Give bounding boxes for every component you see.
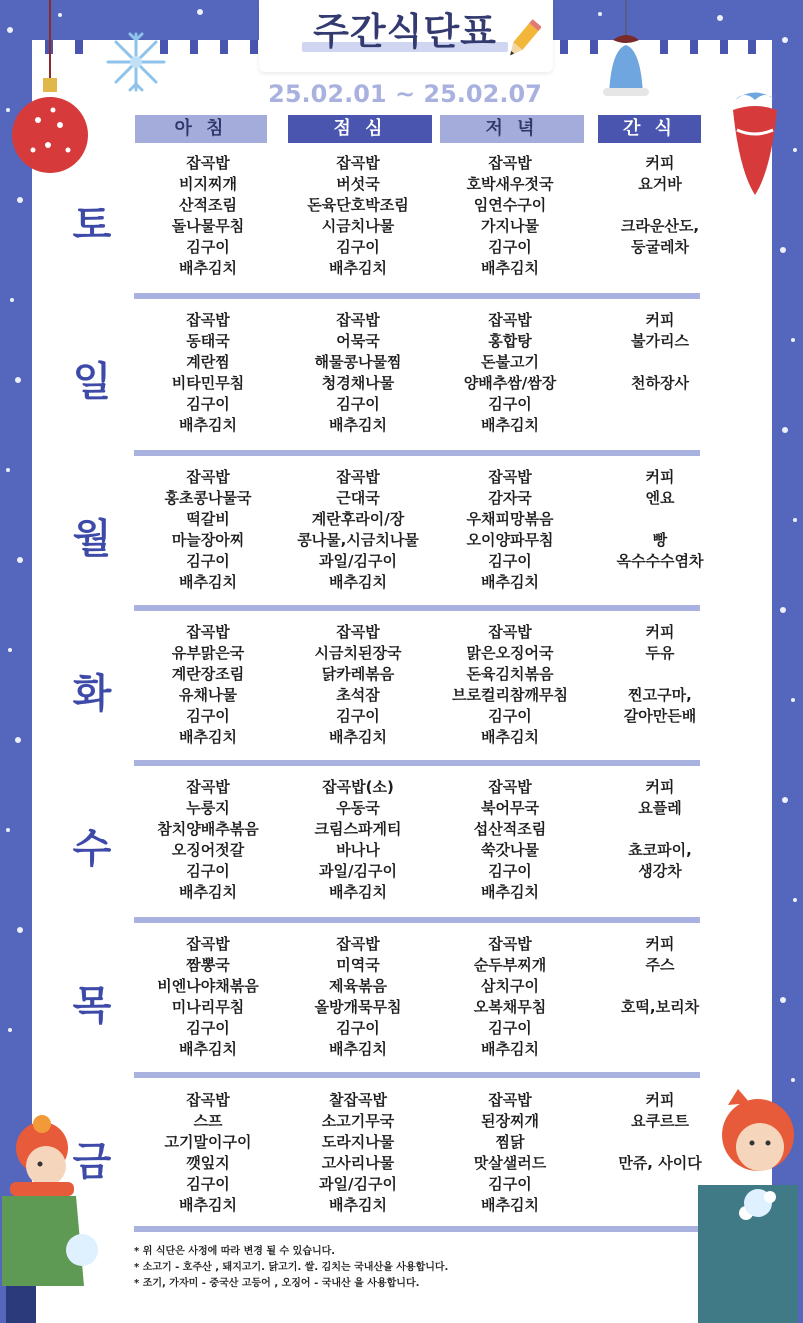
menu-item bbox=[586, 352, 734, 373]
header-breakfast: 아 침 bbox=[135, 115, 267, 143]
page-title: 주간식단표 bbox=[313, 10, 497, 53]
menu-item: 미나리무침 bbox=[171, 998, 245, 1016]
menu-item: 잡곡밥 bbox=[186, 778, 230, 796]
menu-item bbox=[586, 572, 734, 593]
menu-item: 잡곡밥 bbox=[488, 935, 532, 953]
menu-item: 우동국 bbox=[336, 799, 380, 817]
bell-icon bbox=[593, 0, 663, 100]
menu-item: 누룽지 bbox=[186, 799, 230, 817]
day-label: 화 bbox=[72, 671, 112, 717]
row-separator bbox=[134, 293, 700, 299]
menu-item: 잡곡밥 bbox=[336, 935, 380, 953]
menu-item: 버섯국 bbox=[336, 175, 380, 193]
menu-item: 근대국 bbox=[336, 489, 380, 507]
menu-item: 된장찌개 bbox=[481, 1112, 539, 1130]
menu-item: 미역국 bbox=[336, 956, 380, 974]
menu-item: 소고기무국 bbox=[321, 1112, 395, 1130]
day-label: 수 bbox=[72, 826, 112, 872]
menu-item: 잡곡밥 bbox=[488, 623, 532, 641]
menu-item: 크라운산도, bbox=[620, 217, 700, 235]
menu-item: 옥수수수염차 bbox=[616, 552, 704, 570]
menu-item bbox=[586, 882, 734, 903]
menu-item: 김구이 bbox=[336, 1019, 380, 1037]
header-lunch: 점 심 bbox=[288, 115, 432, 143]
menu-item: 초석잠 bbox=[336, 686, 380, 704]
menu-item: 청경채나물 bbox=[321, 374, 395, 392]
menu-item: 배추김치 bbox=[179, 1040, 237, 1058]
menu-item: 삼치구이 bbox=[481, 977, 539, 995]
menu-item bbox=[586, 727, 734, 748]
menu-item: 커피 bbox=[645, 623, 675, 641]
menu-item: 배추김치 bbox=[179, 728, 237, 746]
menu-item: 배추김치 bbox=[179, 416, 237, 434]
menu-item: 참치양배추볶음 bbox=[157, 820, 259, 838]
header-dinner: 저 녁 bbox=[440, 115, 584, 143]
menu-item: 잡곡밥 bbox=[186, 623, 230, 641]
menu-item: 잡곡밥 bbox=[488, 311, 532, 329]
menu-item: 오복채무침 bbox=[473, 998, 547, 1016]
menu-item: 천하장사 bbox=[631, 374, 689, 392]
menu-item: 과일/김구이 bbox=[319, 862, 397, 880]
menu-item: 김구이 bbox=[186, 552, 230, 570]
row-separator bbox=[134, 1226, 700, 1232]
menu-item: 잡곡밥(소) bbox=[322, 778, 394, 796]
menu-item: 배추김치 bbox=[179, 573, 237, 591]
menu-item: 잡곡밥 bbox=[336, 468, 380, 486]
menu-item: 감자국 bbox=[488, 489, 532, 507]
meal-cell-lunch bbox=[284, 310, 432, 436]
menu-item: 배추김치 bbox=[329, 1040, 387, 1058]
meal-cell-dinner bbox=[436, 777, 584, 903]
day-label: 토 bbox=[72, 202, 112, 248]
menu-item: 김구이 bbox=[488, 862, 532, 880]
menu-item: 둥굴레차 bbox=[631, 238, 689, 256]
pencil-icon bbox=[505, 18, 541, 62]
date-range: 25.02.01 ~ 25.02.07 bbox=[268, 80, 542, 108]
menu-item: 배추김치 bbox=[179, 1196, 237, 1214]
meal-cell-snack bbox=[586, 934, 734, 1060]
menu-item: 김구이 bbox=[186, 707, 230, 725]
menu-item: 잡곡밥 bbox=[488, 154, 532, 172]
menu-item: 커피 bbox=[645, 778, 675, 796]
menu-item: 계란찜 bbox=[186, 353, 230, 371]
menu-item: 잡곡밥 bbox=[488, 1091, 532, 1109]
menu-item: 잡곡밥 bbox=[336, 311, 380, 329]
snowflake-icon bbox=[104, 30, 168, 94]
menu-item bbox=[586, 195, 734, 216]
menu-item bbox=[586, 664, 734, 685]
menu-item: 김구이 bbox=[186, 395, 230, 413]
menu-item: 돌나물무침 bbox=[171, 217, 245, 235]
menu-item: 바나나 bbox=[336, 841, 380, 859]
meal-cell-dinner bbox=[436, 310, 584, 436]
menu-item: 엔요 bbox=[645, 489, 675, 507]
menu-item: 김구이 bbox=[186, 238, 230, 256]
menu-item: 김구이 bbox=[488, 395, 532, 413]
menu-item: 배추김치 bbox=[329, 573, 387, 591]
meal-cell-breakfast bbox=[134, 934, 282, 1060]
menu-item: 생강차 bbox=[638, 862, 682, 880]
footnote: * 소고기 - 호주산 , 돼지고기. 닭고기. 쌀. 김치는 국내산을 사용합니다. bbox=[134, 1262, 449, 1273]
menu-item: 김구이 bbox=[488, 238, 532, 256]
meal-cell-breakfast bbox=[134, 777, 282, 903]
menu-item: 맛살샐러드 bbox=[473, 1154, 547, 1172]
menu-item: 김구이 bbox=[336, 395, 380, 413]
meal-cell-lunch bbox=[284, 934, 432, 1060]
menu-item: 배추김치 bbox=[481, 883, 539, 901]
menu-item: 고기말이구이 bbox=[164, 1133, 252, 1151]
header-snack: 간 식 bbox=[598, 115, 701, 143]
menu-item: 비엔나야채볶음 bbox=[157, 977, 259, 995]
meal-cell-dinner bbox=[436, 467, 584, 593]
menu-item: 시금치된장국 bbox=[314, 644, 402, 662]
menu-item: 잡곡밥 bbox=[488, 778, 532, 796]
meal-cell-snack bbox=[586, 622, 734, 748]
footnotes bbox=[134, 1244, 734, 1292]
menu-item: 마늘장아찌 bbox=[171, 531, 245, 549]
menu-item: 주스 bbox=[645, 956, 675, 974]
menu-item: 김구이 bbox=[488, 1019, 532, 1037]
menu-item: 김구이 bbox=[488, 707, 532, 725]
menu-item: 잡곡밥 bbox=[186, 311, 230, 329]
menu-item bbox=[586, 258, 734, 279]
menu-item: 동태국 bbox=[186, 332, 230, 350]
menu-item: 섭산적조림 bbox=[473, 820, 547, 838]
menu-item bbox=[586, 819, 734, 840]
meal-cell-breakfast bbox=[134, 467, 282, 593]
menu-item: 찰잡곡밥 bbox=[329, 1091, 387, 1109]
meal-cell-dinner bbox=[436, 934, 584, 1060]
menu-item: 배추김치 bbox=[329, 259, 387, 277]
menu-item: 홍초콩나물국 bbox=[164, 489, 252, 507]
meal-cell-dinner bbox=[436, 622, 584, 748]
menu-item: 돈육김치볶음 bbox=[466, 665, 554, 683]
menu-item bbox=[586, 1018, 734, 1039]
menu-item bbox=[586, 415, 734, 436]
menu-item: 맑은오징어국 bbox=[466, 644, 554, 662]
menu-item: 김구이 bbox=[336, 707, 380, 725]
menu-item: 빵 bbox=[652, 531, 668, 549]
menu-item: 고사리나물 bbox=[321, 1154, 395, 1172]
menu-item: 콩나물,시금치나물 bbox=[297, 531, 419, 549]
menu-item: 배추김치 bbox=[481, 1040, 539, 1058]
menu-item: 스프 bbox=[193, 1112, 223, 1130]
menu-item: 과일/김구이 bbox=[319, 1175, 397, 1193]
meal-cell-snack bbox=[586, 467, 734, 593]
meal-cell-dinner bbox=[436, 1090, 584, 1216]
menu-item: 닭카레볶음 bbox=[321, 665, 395, 683]
menu-item: 잡곡밥 bbox=[186, 468, 230, 486]
menu-item: 배추김치 bbox=[481, 416, 539, 434]
menu-item bbox=[586, 1039, 734, 1060]
menu-item: 김구이 bbox=[488, 1175, 532, 1193]
menu-item: 커피 bbox=[645, 311, 675, 329]
menu-item: 요플레 bbox=[638, 799, 682, 817]
menu-item: 잡곡밥 bbox=[336, 623, 380, 641]
menu-item: 커피 bbox=[645, 1091, 675, 1109]
menu-item: 갈아만든배 bbox=[623, 707, 697, 725]
meal-cell-snack bbox=[586, 777, 734, 903]
menu-item: 불가리스 bbox=[631, 332, 689, 350]
menu-item: 순두부찌개 bbox=[473, 956, 547, 974]
meal-cell-breakfast bbox=[134, 153, 282, 279]
menu-item: 찜닭 bbox=[495, 1133, 525, 1151]
menu-item: 시금치나물 bbox=[321, 217, 395, 235]
row-separator bbox=[134, 760, 700, 766]
meal-cell-breakfast bbox=[134, 1090, 282, 1216]
meal-cell-lunch bbox=[284, 467, 432, 593]
day-label: 일 bbox=[72, 359, 112, 405]
menu-item: 두유 bbox=[645, 644, 675, 662]
menu-item: 양배추쌈/쌈장 bbox=[463, 374, 557, 392]
menu-item: 돈육단호박조림 bbox=[307, 196, 409, 214]
menu-item: 어묵국 bbox=[336, 332, 380, 350]
meal-cell-snack bbox=[586, 153, 734, 279]
day-label: 금 bbox=[72, 1139, 112, 1185]
kid-illustration-right bbox=[688, 1085, 803, 1323]
menu-item: 김구이 bbox=[186, 1019, 230, 1037]
menu-item: 오이양파무침 bbox=[466, 531, 554, 549]
menu-item: 만쥬, 사이다 bbox=[618, 1154, 702, 1172]
menu-item: 쵸코파이, bbox=[628, 841, 692, 859]
menu-item: 커피 bbox=[645, 468, 675, 486]
menu-item: 요쿠르트 bbox=[631, 1112, 689, 1130]
menu-item: 쑥갓나물 bbox=[481, 841, 539, 859]
menu-item: 홍합탕 bbox=[488, 332, 532, 350]
menu-item: 계란후라이/장 bbox=[311, 510, 405, 528]
meal-cell-lunch bbox=[284, 622, 432, 748]
meal-cell-breakfast bbox=[134, 622, 282, 748]
meal-cell-snack bbox=[586, 310, 734, 436]
red-ornament-icon bbox=[8, 0, 88, 185]
menu-item: 비타민무침 bbox=[171, 374, 245, 392]
menu-item: 떡갈비 bbox=[186, 510, 230, 528]
menu-item: 배추김치 bbox=[179, 883, 237, 901]
menu-item: 유채나물 bbox=[179, 686, 237, 704]
menu-item: 요거바 bbox=[638, 175, 682, 193]
menu-item: 배추김치 bbox=[481, 259, 539, 277]
menu-item: 배추김치 bbox=[329, 728, 387, 746]
menu-item: 브로컬리참깨무침 bbox=[452, 686, 568, 704]
menu-item: 과일/김구이 bbox=[319, 552, 397, 570]
menu-item: 돈불고기 bbox=[481, 353, 539, 371]
menu-item: 호박새우젓국 bbox=[466, 175, 554, 193]
red-drop-ornament-icon bbox=[725, 70, 785, 200]
menu-item: 배추김치 bbox=[329, 883, 387, 901]
menu-item: 배추김치 bbox=[481, 1196, 539, 1214]
menu-item: 가지나물 bbox=[481, 217, 539, 235]
row-separator bbox=[134, 605, 700, 611]
menu-item: 우채피망볶음 bbox=[466, 510, 554, 528]
menu-item: 찐고구마, bbox=[628, 686, 692, 704]
menu-item: 김구이 bbox=[186, 1175, 230, 1193]
menu-item: 잡곡밥 bbox=[186, 154, 230, 172]
menu-item: 배추김치 bbox=[481, 573, 539, 591]
menu-item: 커피 bbox=[645, 935, 675, 953]
row-separator bbox=[134, 450, 700, 456]
menu-item: 계란장조림 bbox=[171, 665, 245, 683]
menu-item: 잡곡밥 bbox=[488, 468, 532, 486]
menu-item: 올방개묵무침 bbox=[314, 998, 402, 1016]
menu-item: 김구이 bbox=[186, 862, 230, 880]
menu-item bbox=[586, 394, 734, 415]
menu-item: 배추김치 bbox=[179, 259, 237, 277]
menu-item: 비지찌개 bbox=[179, 175, 237, 193]
menu-item: 짬뽕국 bbox=[186, 956, 230, 974]
menu-item: 도라지나물 bbox=[321, 1133, 395, 1151]
menu-item bbox=[586, 509, 734, 530]
row-separator bbox=[134, 1072, 700, 1078]
menu-item: 배추김치 bbox=[329, 1196, 387, 1214]
menu-item: 배추김치 bbox=[481, 728, 539, 746]
menu-item: 김구이 bbox=[488, 552, 532, 570]
menu-item: 산적조림 bbox=[179, 196, 237, 214]
menu-item: 오징어젓갈 bbox=[171, 841, 245, 859]
menu-item: 제육볶음 bbox=[329, 977, 387, 995]
row-separator bbox=[134, 917, 700, 923]
footnote: * 위 식단은 사정에 따라 변경 될 수 있습니다. bbox=[134, 1246, 336, 1257]
menu-item: 잡곡밥 bbox=[186, 1091, 230, 1109]
footnote: * 조기, 가자미 - 중국산 고등어 , 오징어 - 국내산 을 사용합니다. bbox=[134, 1278, 420, 1289]
meal-cell-breakfast bbox=[134, 310, 282, 436]
day-label: 목 bbox=[72, 983, 112, 1029]
menu-item: 잡곡밥 bbox=[186, 935, 230, 953]
menu-item: 유부맑은국 bbox=[171, 644, 245, 662]
menu-item: 임연수구이 bbox=[473, 196, 547, 214]
meal-cell-lunch bbox=[284, 1090, 432, 1216]
menu-item: 커피 bbox=[645, 154, 675, 172]
menu-item: 깻잎지 bbox=[186, 1154, 230, 1172]
menu-item: 북어무국 bbox=[481, 799, 539, 817]
menu-item: 김구이 bbox=[336, 238, 380, 256]
meal-cell-lunch bbox=[284, 153, 432, 279]
menu-item: 배추김치 bbox=[329, 416, 387, 434]
menu-item: 호떡,보리차 bbox=[620, 998, 700, 1016]
menu-item: 잡곡밥 bbox=[336, 154, 380, 172]
menu-item bbox=[586, 976, 734, 997]
meal-cell-dinner bbox=[436, 153, 584, 279]
menu-item: 크림스파게티 bbox=[314, 820, 402, 838]
day-label: 월 bbox=[72, 516, 112, 562]
menu-item: 해물콩나물찜 bbox=[314, 353, 402, 371]
meal-cell-lunch bbox=[284, 777, 432, 903]
kid-illustration-left bbox=[0, 1110, 100, 1323]
